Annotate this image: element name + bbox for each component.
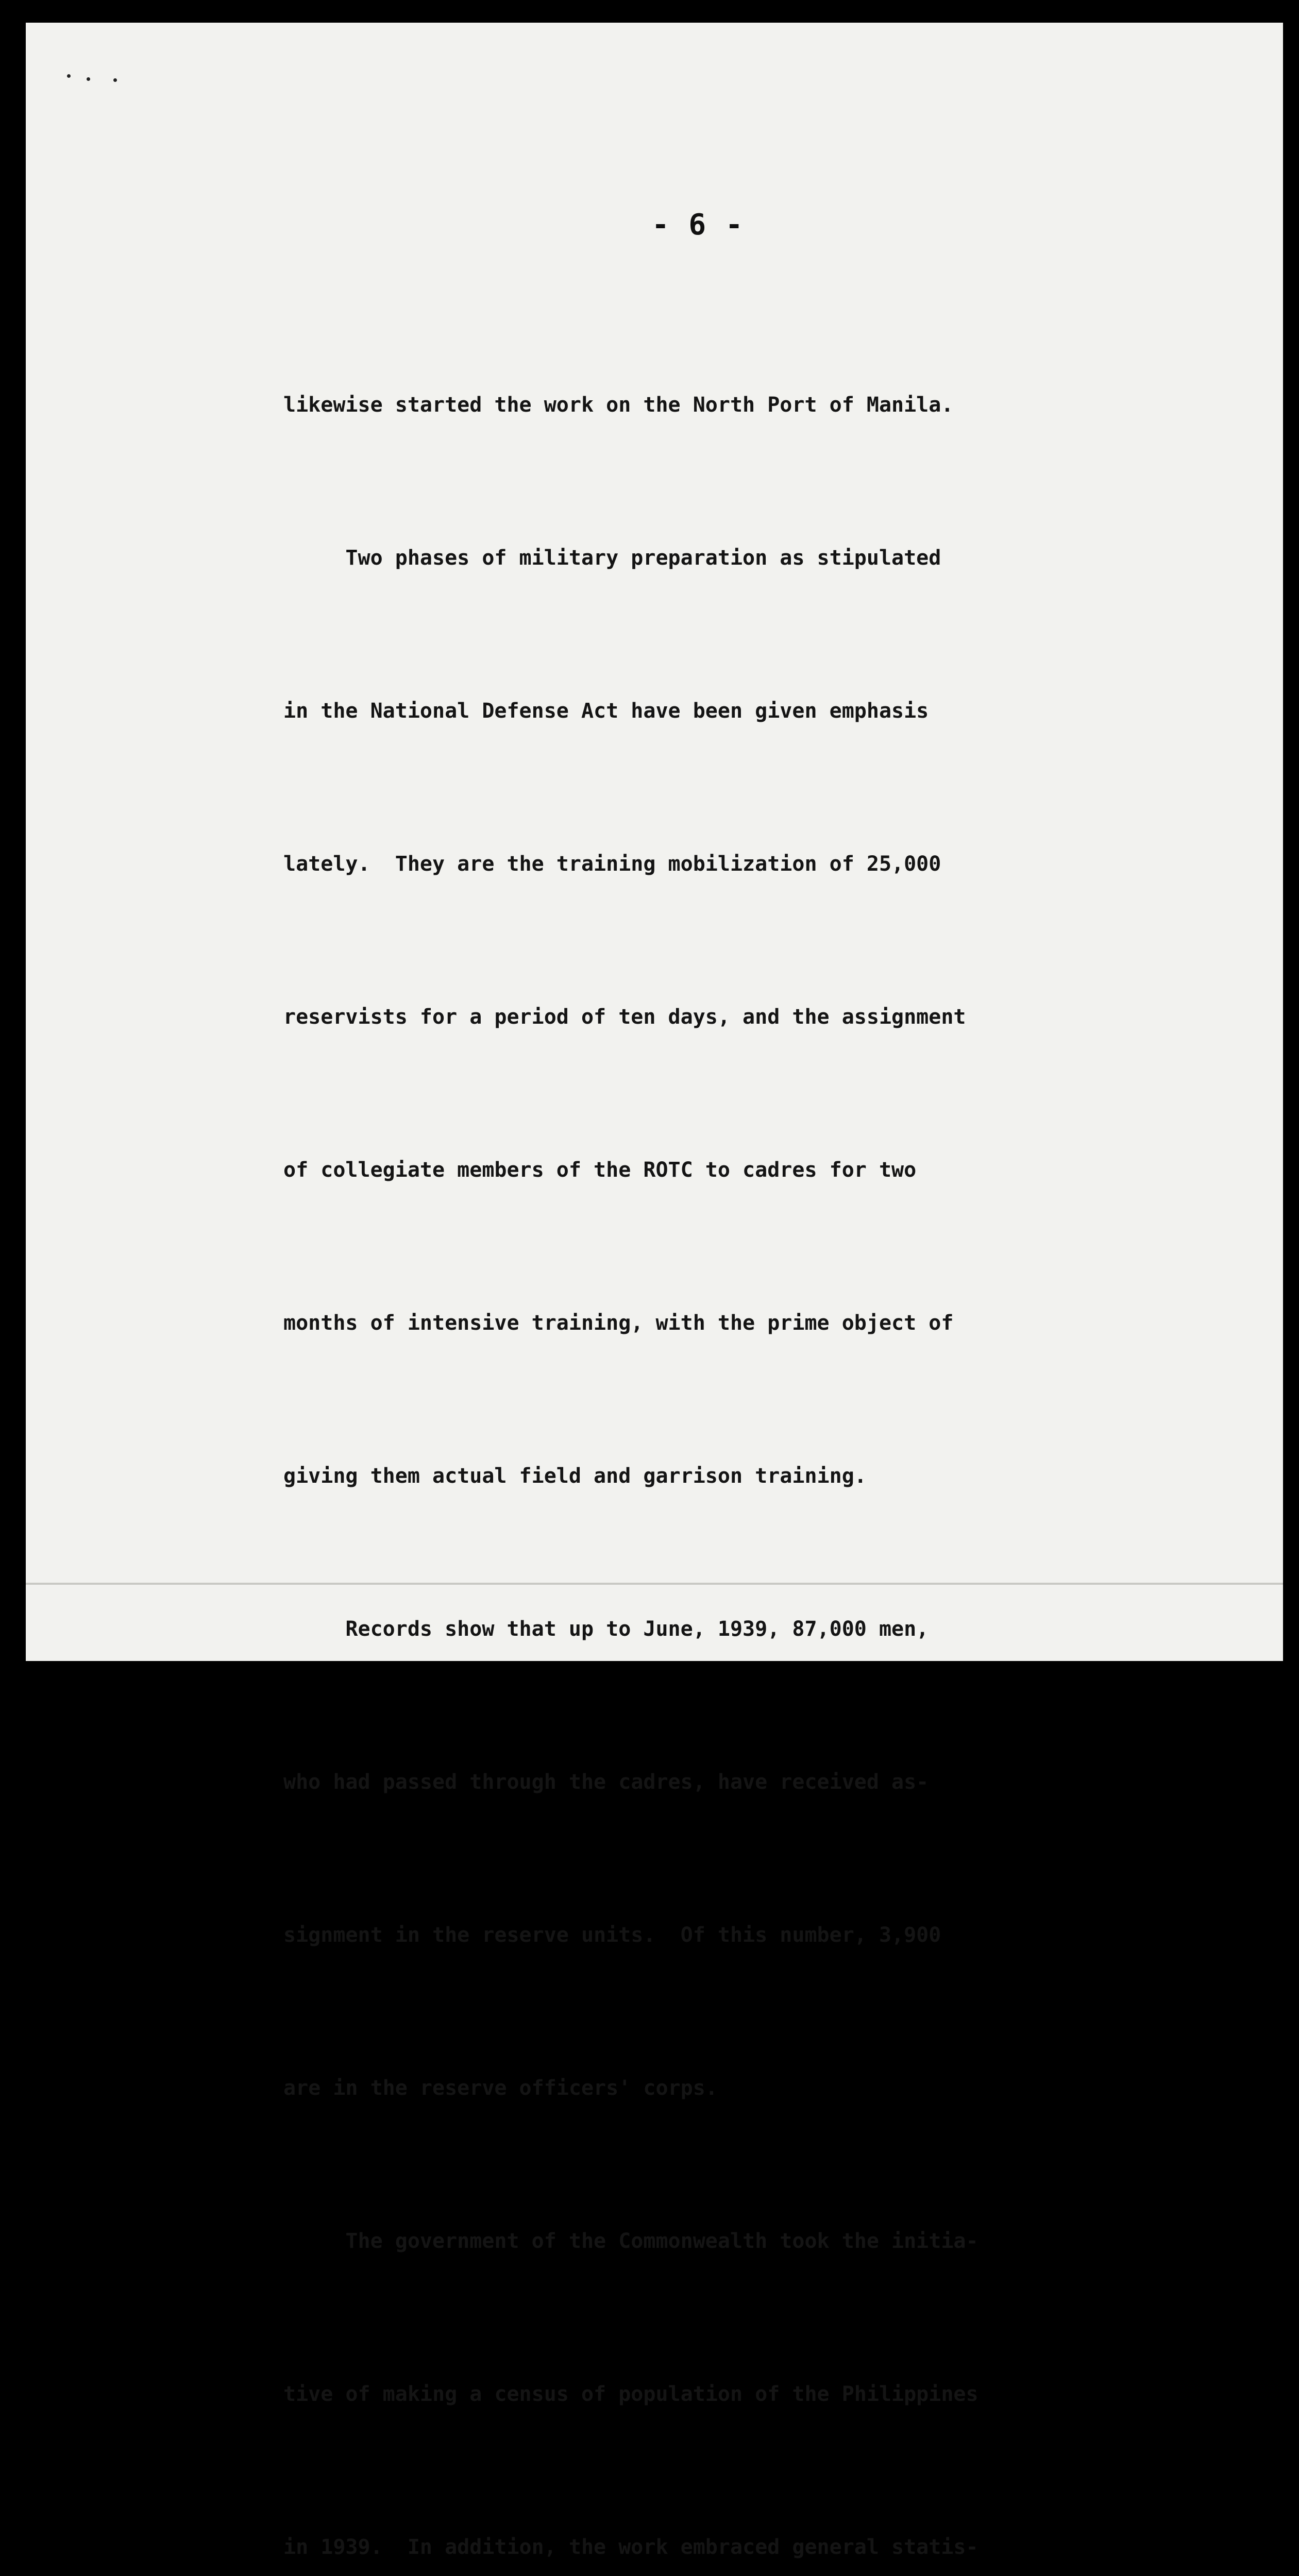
scan-speck: [113, 78, 117, 82]
text-line: who had passed through the cadres, have received as-: [283, 1770, 929, 1794]
scan-speck: [67, 74, 71, 78]
page-number: - 6 -: [652, 208, 744, 242]
text-line: signment in the reserve units. Of this number, 3,900: [283, 1923, 941, 1947]
text-line: tive of making a census of population of the Philippines: [283, 2382, 979, 2406]
body-text: [283, 278, 1211, 2576]
text-line: The government of the Commonwealth took the initia-: [283, 2229, 979, 2253]
text-line: in 1939. In addition, the work embraced general statis-: [283, 2535, 979, 2559]
text-line: of collegiate members of the ROTC to cadres for two: [283, 1158, 917, 1182]
text-line: lately. They are the training mobilization of 25,000: [283, 852, 941, 876]
text-line: reservists for a period of ten days, and the assignment: [283, 1005, 966, 1029]
text-line: in the National Defense Act have been given emphasis: [283, 699, 929, 723]
text-line: are in the reserve officers' corps.: [283, 2076, 718, 2100]
text-line: likewise started the work on the North Port of Manila.: [283, 393, 954, 417]
text-line: months of intensive training, with the prime object of: [283, 1311, 954, 1335]
text-line: giving them actual field and garrison training.: [283, 1464, 867, 1488]
document-page: [26, 23, 1283, 2559]
text-line: Records show that up to June, 1939, 87,000 men,: [283, 1617, 929, 1641]
page-fold-line: [26, 1583, 1283, 1585]
scan-speck: [87, 77, 90, 81]
text-line: Two phases of military preparation as stipulated: [283, 546, 941, 570]
